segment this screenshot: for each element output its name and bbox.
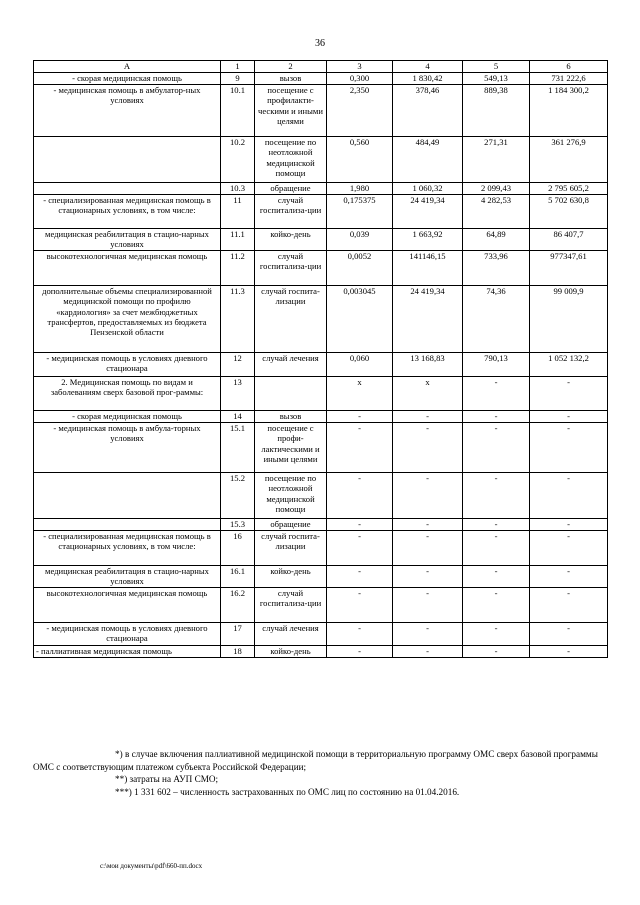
row-value-6: - bbox=[530, 473, 608, 519]
row-value-5: - bbox=[463, 377, 530, 411]
row-value-4: 1 663,92 bbox=[393, 229, 463, 251]
row-value-3: 1,980 bbox=[327, 183, 393, 195]
row-value-6: 2 795 605,2 bbox=[530, 183, 608, 195]
row-unit: случай госпита-лизации bbox=[255, 531, 327, 566]
row-value-5: - bbox=[463, 566, 530, 588]
row-value-5: - bbox=[463, 588, 530, 623]
row-value-4: 141146,15 bbox=[393, 251, 463, 286]
col-header-a: А bbox=[34, 61, 221, 73]
row-value-3: - bbox=[327, 623, 393, 646]
row-label: медицинская реабилитация в стацио-нарных условиях bbox=[34, 229, 221, 251]
footnote-2: **) затраты на АУП СМО; bbox=[115, 774, 219, 784]
row-label: - медицинская помощь в условиях дневного стационара bbox=[34, 623, 221, 646]
row-unit: посещение с профилакти-ческими и иными целями bbox=[255, 85, 327, 137]
table-row bbox=[34, 377, 608, 411]
row-value-5: 733,96 bbox=[463, 251, 530, 286]
row-value-4: - bbox=[393, 473, 463, 519]
table-row bbox=[34, 251, 608, 286]
row-value-4: - bbox=[393, 411, 463, 423]
row-value-4: 24 419,34 bbox=[393, 195, 463, 229]
table-row bbox=[34, 623, 608, 646]
row-value-6: - bbox=[530, 623, 608, 646]
row-unit: случай госпитализа-ции bbox=[255, 251, 327, 286]
row-number: 10.2 bbox=[221, 137, 255, 183]
row-value-6: 977347,61 bbox=[530, 251, 608, 286]
row-label bbox=[34, 473, 221, 519]
row-value-4: - bbox=[393, 566, 463, 588]
row-value-5: 64,89 bbox=[463, 229, 530, 251]
row-number: 12 bbox=[221, 353, 255, 377]
row-value-3: 0,560 bbox=[327, 137, 393, 183]
table-row bbox=[34, 473, 608, 519]
row-value-6: - bbox=[530, 519, 608, 531]
header-row bbox=[34, 61, 608, 73]
row-value-5: - bbox=[463, 646, 530, 658]
row-number: 10.3 bbox=[221, 183, 255, 195]
row-value-4: - bbox=[393, 531, 463, 566]
row-value-3: 0,175375 bbox=[327, 195, 393, 229]
row-label: медицинская реабилитация в стацио-нарных условиях bbox=[34, 566, 221, 588]
row-number: 10.1 bbox=[221, 85, 255, 137]
row-value-4: 24 419,34 bbox=[393, 286, 463, 353]
row-value-4: 1 830,42 bbox=[393, 73, 463, 85]
row-value-4: - bbox=[393, 588, 463, 623]
row-value-3: 0,003045 bbox=[327, 286, 393, 353]
row-value-3: 0,300 bbox=[327, 73, 393, 85]
row-label bbox=[34, 183, 221, 195]
row-value-5: 790,13 bbox=[463, 353, 530, 377]
col-header-3: 3 bbox=[327, 61, 393, 73]
row-value-5: - bbox=[463, 623, 530, 646]
row-value-5: 74,36 bbox=[463, 286, 530, 353]
row-unit: койко-день bbox=[255, 229, 327, 251]
row-value-6: - bbox=[530, 411, 608, 423]
row-value-4: - bbox=[393, 623, 463, 646]
row-value-4: - bbox=[393, 423, 463, 473]
page-number: 36 bbox=[315, 38, 325, 49]
table-row bbox=[34, 353, 608, 377]
row-unit bbox=[255, 377, 327, 411]
table-row bbox=[34, 531, 608, 566]
row-value-3: 0,039 bbox=[327, 229, 393, 251]
row-value-5: 549,13 bbox=[463, 73, 530, 85]
row-value-6: - bbox=[530, 646, 608, 658]
row-value-3: 0,060 bbox=[327, 353, 393, 377]
row-value-4: 484,49 bbox=[393, 137, 463, 183]
row-unit: случай лечения bbox=[255, 623, 327, 646]
row-label: - паллиативная медицинская помощь bbox=[34, 646, 221, 658]
row-value-6: 361 276,9 bbox=[530, 137, 608, 183]
row-number: 16.1 bbox=[221, 566, 255, 588]
row-value-5: - bbox=[463, 519, 530, 531]
row-value-3: - bbox=[327, 566, 393, 588]
row-unit: случай лечения bbox=[255, 353, 327, 377]
row-value-4: - bbox=[393, 519, 463, 531]
table-row bbox=[34, 423, 608, 473]
row-label: высокотехнологичная медицинская помощь bbox=[34, 588, 221, 623]
col-header-5: 5 bbox=[463, 61, 530, 73]
row-label: - скорая медицинская помощь bbox=[34, 411, 221, 423]
table-row bbox=[34, 286, 608, 353]
col-header-6: 6 bbox=[530, 61, 608, 73]
row-value-3: 2,350 bbox=[327, 85, 393, 137]
row-unit: вызов bbox=[255, 73, 327, 85]
table-row bbox=[34, 229, 608, 251]
row-unit: вызов bbox=[255, 411, 327, 423]
row-value-4: - bbox=[393, 646, 463, 658]
col-header-4: 4 bbox=[393, 61, 463, 73]
row-value-5: 2 099,43 bbox=[463, 183, 530, 195]
row-value-6: 99 009,9 bbox=[530, 286, 608, 353]
row-unit: случай госпитализа-ции bbox=[255, 195, 327, 229]
row-label: дополнительные объемы специализированной медицинской помощи по профилю «кардиология» за счет межбюджетных трансфертов, предоставляемых из бюджета Пензенской области bbox=[34, 286, 221, 353]
table-row bbox=[34, 85, 608, 137]
table-row bbox=[34, 588, 608, 623]
row-label: - медицинская помощь в амбулатор-ных условиях bbox=[34, 85, 221, 137]
row-value-3: - bbox=[327, 519, 393, 531]
row-label bbox=[34, 137, 221, 183]
row-value-5: - bbox=[463, 473, 530, 519]
row-number: 11 bbox=[221, 195, 255, 229]
row-number: 14 bbox=[221, 411, 255, 423]
table-row bbox=[34, 566, 608, 588]
row-number: 9 bbox=[221, 73, 255, 85]
row-number: 11.2 bbox=[221, 251, 255, 286]
row-value-4: 1 060,32 bbox=[393, 183, 463, 195]
footnote-3: ***) 1 331 602 – численность застрахованных по ОМС лиц по состоянию на 01.04.2016. bbox=[115, 787, 460, 797]
row-value-6: - bbox=[530, 588, 608, 623]
file-path: с:\мои документы\pdf\660-пп.docx bbox=[100, 862, 203, 870]
row-label: - скорая медицинская помощь bbox=[34, 73, 221, 85]
row-value-6: - bbox=[530, 423, 608, 473]
row-label: - медицинская помощь в условиях дневного стационара bbox=[34, 353, 221, 377]
row-number: 15.2 bbox=[221, 473, 255, 519]
row-number: 16.2 bbox=[221, 588, 255, 623]
row-number: 11.1 bbox=[221, 229, 255, 251]
row-value-6: - bbox=[530, 566, 608, 588]
row-label: - медицинская помощь в амбула-торных условиях bbox=[34, 423, 221, 473]
row-value-3: - bbox=[327, 423, 393, 473]
row-value-6: 1 184 300,2 bbox=[530, 85, 608, 137]
row-number: 18 bbox=[221, 646, 255, 658]
table-row bbox=[34, 195, 608, 229]
row-unit: койко-день bbox=[255, 646, 327, 658]
row-value-3: - bbox=[327, 531, 393, 566]
row-number: 15.3 bbox=[221, 519, 255, 531]
table-row bbox=[34, 137, 608, 183]
row-label: высокотехнологичная медицинская помощь bbox=[34, 251, 221, 286]
row-value-4: 13 168,83 bbox=[393, 353, 463, 377]
col-header-1: 1 bbox=[221, 61, 255, 73]
row-value-3: - bbox=[327, 473, 393, 519]
row-unit: случай госпита-лизации bbox=[255, 286, 327, 353]
row-value-5: 4 282,53 bbox=[463, 195, 530, 229]
row-value-5: - bbox=[463, 423, 530, 473]
row-value-6: - bbox=[530, 377, 608, 411]
row-number: 17 bbox=[221, 623, 255, 646]
row-unit: посещение по неотложной медицинской помощи bbox=[255, 137, 327, 183]
row-unit: койко-день bbox=[255, 566, 327, 588]
row-value-5: 889,38 bbox=[463, 85, 530, 137]
row-number: 13 bbox=[221, 377, 255, 411]
row-unit: посещение с профи-лактическими и иными целями bbox=[255, 423, 327, 473]
table-row bbox=[34, 411, 608, 423]
row-value-3: - bbox=[327, 411, 393, 423]
row-unit: обращение bbox=[255, 183, 327, 195]
row-value-5: - bbox=[463, 411, 530, 423]
table-row bbox=[34, 73, 608, 85]
row-unit: случай госпитализа-ции bbox=[255, 588, 327, 623]
row-label: 2. Медицинская помощь по видам и заболеваниям сверх базовой прог-раммы: bbox=[34, 377, 221, 411]
row-label bbox=[34, 519, 221, 531]
row-value-5: - bbox=[463, 531, 530, 566]
row-number: 11.3 bbox=[221, 286, 255, 353]
row-label: - специализированная медицинская помощь в стационарных условиях, в том числе: bbox=[34, 531, 221, 566]
row-value-6: 5 702 630,8 bbox=[530, 195, 608, 229]
row-value-6: - bbox=[530, 531, 608, 566]
row-unit: посещение по неотложной медицинской помощи bbox=[255, 473, 327, 519]
data-table bbox=[33, 60, 608, 658]
row-value-5: 271,31 bbox=[463, 137, 530, 183]
row-value-3: 0,0052 bbox=[327, 251, 393, 286]
row-number: 16 bbox=[221, 531, 255, 566]
row-value-6: 1 052 132,2 bbox=[530, 353, 608, 377]
row-value-6: 731 222,6 bbox=[530, 73, 608, 85]
col-header-2: 2 bbox=[255, 61, 327, 73]
table-row bbox=[34, 519, 608, 531]
table-row bbox=[34, 646, 608, 658]
row-value-4: 378,46 bbox=[393, 85, 463, 137]
row-value-3: - bbox=[327, 588, 393, 623]
footnote-1: *) в случае включения паллиативной медицинской помощи в территориальную программу ОМС сверх базовой программы ОМС с соответствующим платежом субъекта Российской Федерации; bbox=[33, 749, 598, 772]
row-value-4: х bbox=[393, 377, 463, 411]
row-unit: обращение bbox=[255, 519, 327, 531]
row-number: 15.1 bbox=[221, 423, 255, 473]
row-value-3: х bbox=[327, 377, 393, 411]
row-label: - специализированная медицинская помощь в стационарных условиях, в том числе: bbox=[34, 195, 221, 229]
table-row bbox=[34, 183, 608, 195]
row-value-6: 86 407,7 bbox=[530, 229, 608, 251]
row-value-3: - bbox=[327, 646, 393, 658]
